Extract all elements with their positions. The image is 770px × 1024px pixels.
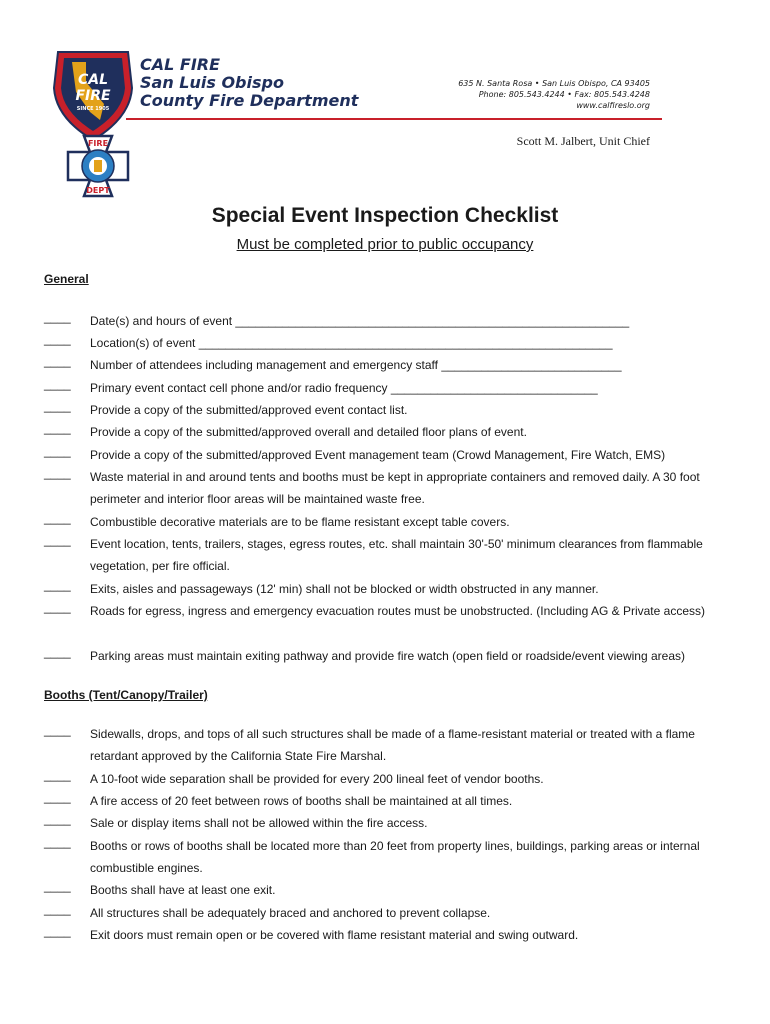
badge-dept-text: DEPT [86, 186, 110, 195]
check-blank[interactable]: ____ [44, 902, 71, 916]
org-name [140, 56, 358, 110]
check-blank[interactable]: ____ [44, 399, 71, 413]
item-text: Exits, aisles and passageways (12' min) shall not be blocked or width obstructed in any manner. [90, 582, 599, 596]
website-link[interactable]: www.calfireslo.org [576, 101, 650, 110]
check-blank[interactable]: ____ [44, 466, 71, 480]
header-divider [126, 118, 662, 120]
document-subtitle: Must be completed prior to public occupancy [236, 236, 534, 253]
shield-since-text: SINCE 1905 [76, 106, 110, 112]
section-heading-general: General [44, 272, 89, 286]
item-text: Combustible decorative materials are to be flame resistant except table covers. [90, 515, 510, 529]
phone-line: Phone: 805.543.4244 • Fax: 805.543.4248 [478, 90, 650, 99]
item-text: A 10-foot wide separation shall be provided for every 200 lineal feet of vendor booths. [90, 772, 544, 786]
item-text: Number of attendees including management and emergency staff ___________________________ [90, 358, 622, 372]
item-text: A fire access of 20 feet between rows of booths shall be maintained at all times. [90, 794, 513, 808]
item-text: Event location, tents, trailers, stages, egress routes, etc. shall maintain 30'-50' minimum clearances from flammable vegetation, per fire official. [90, 537, 703, 574]
check-blank[interactable]: ____ [44, 377, 71, 391]
org-line-1: CAL FIRE [140, 55, 221, 74]
org-line-2: San Luis Obispo [140, 73, 284, 92]
item-text: Waste material in and around tents and booths must be kept in appropriate containers and removed daily. A 30 foot perimeter and interior floor areas will be maintained waste free. [90, 470, 700, 507]
check-blank[interactable]: ____ [44, 332, 71, 346]
check-blank[interactable]: ____ [44, 511, 71, 525]
item-text: Date(s) and hours of event ___________________________________________________________ [90, 314, 630, 328]
item-text: Location(s) of event ______________________________________________________________ [90, 336, 613, 350]
unit-chief: Scott M. Jalbert, Unit Chief [516, 134, 650, 148]
item-text: Booths or rows of booths shall be located more than 20 feet from property lines, buildings, parking areas or internal combustible engines. [90, 839, 700, 876]
shield-cal-text: CAL [77, 72, 109, 88]
item-text: Sidewalls, drops, and tops of all such structures shall be made of a flame-resistant material or treated with a flame retardant approved by the California State Fire Marshal. [90, 727, 695, 764]
check-blank[interactable]: ____ [44, 723, 71, 737]
contact-block [458, 78, 650, 111]
address-line: 635 N. Santa Rosa • San Luis Obispo, CA 93405 [458, 79, 650, 88]
document-title: Special Event Inspection Checklist [211, 204, 559, 227]
section-heading-booths: Booths (Tent/Canopy/Trailer) [44, 688, 208, 702]
check-blank[interactable]: ____ [44, 812, 71, 826]
org-line-3: County Fire Department [140, 91, 359, 110]
check-blank[interactable]: ____ [44, 645, 71, 659]
check-blank[interactable]: ____ [44, 444, 71, 458]
check-blank[interactable]: ____ [44, 533, 71, 547]
item-text: Provide a copy of the submitted/approved overall and detailed floor plans of event. [90, 425, 527, 439]
check-blank[interactable]: ____ [44, 354, 71, 368]
cal-fire-logo [50, 48, 140, 198]
item-text: Provide a copy of the submitted/approved event contact list. [90, 403, 408, 417]
badge-fire-text: FIRE [87, 139, 109, 148]
check-blank[interactable]: ____ [44, 421, 71, 435]
check-blank[interactable]: ____ [44, 578, 71, 592]
check-blank[interactable]: ____ [44, 768, 71, 782]
logo-group [50, 48, 140, 198]
check-blank[interactable]: ____ [44, 835, 71, 849]
check-blank[interactable]: ____ [44, 924, 71, 938]
check-blank[interactable]: ____ [44, 790, 71, 804]
shield-fire-text: FIRE [75, 88, 111, 104]
item-text: Sale or display items shall not be allowed within the fire access. [90, 816, 428, 830]
item-text: Parking areas must maintain exiting pathway and provide fire watch (open field or roadside/event viewing areas) [90, 649, 685, 663]
check-blank[interactable]: ____ [44, 600, 71, 614]
item-text: Roads for egress, ingress and emergency evacuation routes must be unobstructed. (Including AG & Private access) [90, 604, 705, 618]
item-text: Provide a copy of the submitted/approved Event management team (Crowd Management, Fire Watch, EMS) [90, 448, 666, 462]
item-text: Primary event contact cell phone and/or radio frequency _______________________________ [90, 381, 598, 395]
check-blank[interactable]: ____ [44, 879, 71, 893]
fire-dept-badge [68, 136, 128, 196]
item-text: Booths shall have at least one exit. [90, 883, 276, 897]
check-blank[interactable]: ____ [44, 310, 71, 324]
item-text: Exit doors must remain open or be covered with flame resistant material and swing outward. [90, 928, 579, 942]
item-text: All structures shall be adequately braced and anchored to prevent collapse. [90, 906, 491, 920]
